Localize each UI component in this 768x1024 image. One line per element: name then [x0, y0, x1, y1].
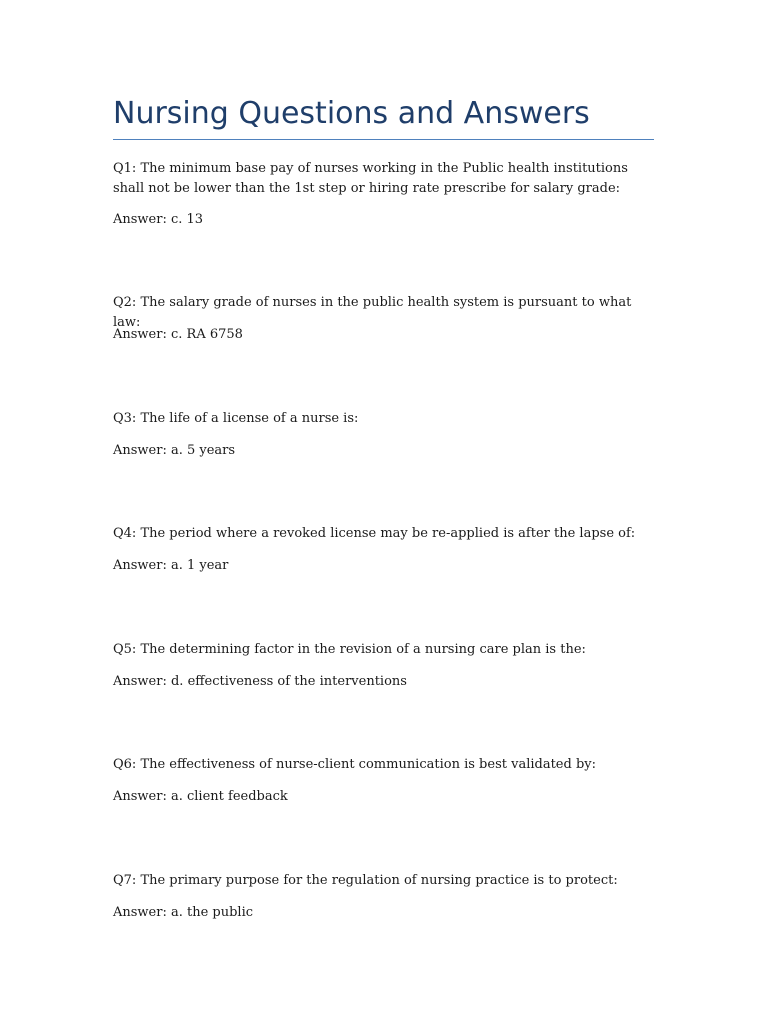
question-text: Q3: The life of a license of a nurse is: [113, 410, 359, 426]
qa-item-5 [113, 640, 658, 756]
qa-item-2 [113, 293, 658, 409]
qa-item-7 [113, 871, 658, 987]
qa-item-4 [113, 524, 658, 640]
title-underline [113, 139, 654, 140]
question-text: Q5: The determining factor in the revision of a nursing care plan is the: [113, 641, 586, 657]
qa-item-3 [113, 409, 658, 525]
answer-text: Answer: a. the public [113, 904, 254, 920]
qa-item-6 [113, 755, 658, 871]
document-title: Nursing Questions and Answers [113, 96, 590, 131]
question-text: Q1: The minimum base pay of nurses working in the Public health institutions shall not be lower than the 1st step or hiring rate prescribe for salary grade: [113, 161, 628, 196]
answer-text: Answer: a. 5 years [113, 442, 236, 458]
question-text: Q6: The effectiveness of nurse-client communication is best validated by: [113, 757, 596, 772]
qa-item-1 [113, 159, 658, 293]
answer-text: Answer: d. effectiveness of the interventions [113, 673, 407, 689]
qa-list [113, 159, 658, 986]
answer-text: Answer: c. 13 [113, 212, 204, 227]
question-text: Q4: The period where a revoked license may be re-applied is after the lapse of: [113, 526, 636, 541]
question-text: Q7: The primary purpose for the regulation of nursing practice is to protect: [113, 872, 618, 888]
answer-text: Answer: c. RA 6758 [113, 327, 243, 342]
answer-text: Answer: a. client feedback [113, 789, 288, 804]
question-text: Q2: The salary grade of nurses in the public health system is pursuant to what law: [113, 295, 632, 330]
answer-text: Answer: a. 1 year [113, 558, 229, 573]
